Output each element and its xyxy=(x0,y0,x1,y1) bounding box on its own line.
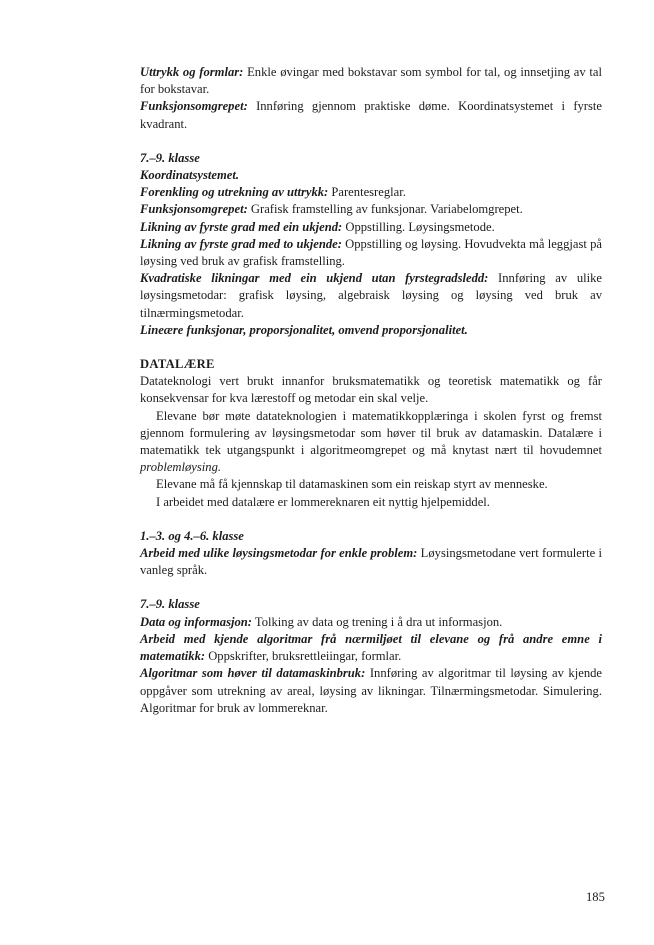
paragraph xyxy=(140,270,602,322)
paragraph xyxy=(140,631,602,665)
paragraph xyxy=(140,408,602,477)
term: Funksjonsomgrepet: xyxy=(140,202,248,217)
paragraph: I arbeidet med datalære er lommereknaren eit nyttig hjelpemiddel. xyxy=(156,494,490,509)
paragraph xyxy=(140,64,602,98)
text: Tolking av data og trening i å dra ut informasjon. xyxy=(251,614,503,629)
paragraph xyxy=(140,98,602,132)
section-heading: 7.–9. klasse xyxy=(140,150,200,165)
paragraph xyxy=(140,665,602,717)
section-heading: 1.–3. og 4.–6. klasse xyxy=(140,528,244,543)
term: Uttrykk og formlar: xyxy=(140,65,244,79)
text: Oppskrifter, bruksrettleiingar, formlar. xyxy=(205,649,402,664)
paragraph xyxy=(140,219,602,236)
term: Forenkling og utrekning av uttrykk: xyxy=(140,185,329,200)
paragraph xyxy=(140,201,602,218)
text: Innføring av ulike løysingsmetodar: grafisk løysing, algebraisk løysing og løysing ved bruk av tilnærmingsmetodar. xyxy=(140,271,602,320)
text: Parentesreglar. xyxy=(328,185,406,200)
text: Innføring av algoritmar til løysing av kjende oppgåver som utrekning av areal, løysing av likningar. Tilnærmingsmetodar. Simulering. Algoritmar for bruk av lommereknar. xyxy=(140,666,603,715)
paragraph xyxy=(140,545,602,579)
term: Funksjonsomgrepet: xyxy=(140,99,248,114)
term: Arbeid med kjende algoritmar frå nærmiljøet til elevane og frå andre emne i matematikk: xyxy=(140,631,602,664)
text: Enkle øvingar med bokstavar som symbol for tal, og innsetjing av tal for bokstavar. xyxy=(140,65,602,97)
term: Likning av fyrste grad med ein ukjend: xyxy=(140,219,343,234)
paragraph xyxy=(140,184,602,201)
paragraph xyxy=(140,614,602,631)
section-heading: DATALÆRE xyxy=(140,357,215,372)
subheading: Lineære funksjonar, proporsjonalitet, omvend proporsjonalitet. xyxy=(140,322,468,337)
text: Innføring gjennom praktiske døme. Koordinatsystemet i fyrste kvadrant. xyxy=(140,99,602,131)
subheading: Koordinatsystemet. xyxy=(140,168,240,183)
term: Data og informasjon: xyxy=(140,614,252,629)
paragraph: Elevane må få kjennskap til datamaskinen som ein reiskap styrt av menneske. xyxy=(156,477,548,492)
text: Oppstilling og løysing. Hovudvekta må leggjast på løysing ved bruk av grafisk framstelling. xyxy=(140,236,602,269)
text: Grafisk framstelling av funksjonar. Variabelomgrepet. xyxy=(247,202,523,217)
text: Løysingsmetodane vert formulerte i vanleg språk. xyxy=(140,546,602,578)
section-heading: 7.–9. klasse xyxy=(140,597,200,612)
text: Elevane bør møte datateknologien i matematikkopplæringa i skolen fyrst og fremst gjennom formulering av løysingsmetodar som høver til bruk av datamaskin. Datalære i matematikk tek utgangspunkt i algoritmeomgrepet og må knytast nært til hovudemnet xyxy=(140,408,602,458)
page-body xyxy=(140,64,602,717)
term: Kvadratiske likningar med ein ukjend utan fyrstegradsledd: xyxy=(140,271,489,286)
term: Arbeid med ulike løysingsmetodar for enkle problem: xyxy=(140,546,418,561)
term: Likning av fyrste grad med to ukjende: xyxy=(140,236,342,251)
term: Algoritmar som høver til datamaskinbruk: xyxy=(140,666,366,681)
paragraph xyxy=(140,236,602,270)
paragraph: Datateknologi vert brukt innanfor bruksmatematikk og teoretisk matematikk og får konsekvensar for kva lærestoff og metodar ein skal velje. xyxy=(140,374,602,406)
emphasis: problemløysing. xyxy=(140,460,222,475)
text: Oppstilling. Løysingsmetode. xyxy=(342,219,495,234)
page-number: 185 xyxy=(586,890,605,904)
